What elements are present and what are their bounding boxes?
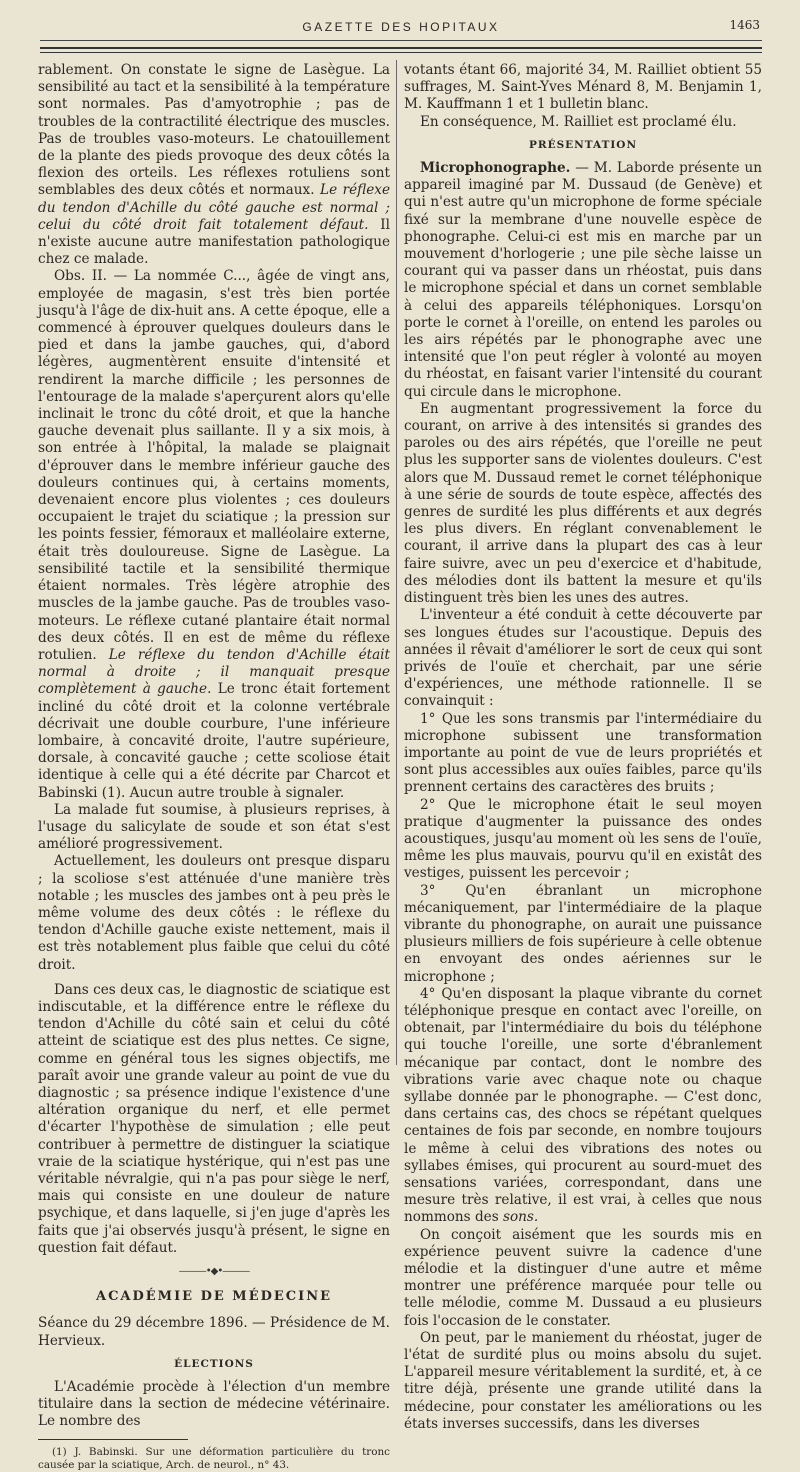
ornament-divider: ———•◆•———	[178, 1266, 250, 1278]
page-header	[40, 18, 762, 41]
subheading-presentation: PRÉSENTATION	[528, 138, 638, 151]
paragraph: Dans ces deux cas, le diagnostic de sciatique est indiscutable, et la différence entre le réflexe du tendon d'Achille du côté sain et celui du côté atteint de sciatique est des plus nettes. Ce signe, comme en général tous les signes objectifs, me paraît avoir une grande valeur au point de vue du diagnostic ; sa présence indique l'existence d'une altération organique du nerf, et elle permet d'écarter l'hypothèse de simulation ; elle peut contribuer à permettre de distinguer la sciatique vraie de la sciatique hystérique, qui n'est pas une véritable névralgie, qui n'a pas pour siège le nerf, mais qui consiste en une douleur de nature psychique, et dans laquelle, si j'en juge d'après les faits que j'ai observés jusqu'à présent, le signe en question fait défaut.	[38, 981, 390, 1256]
header-rule-thick	[40, 47, 762, 49]
paragraph: En augmentant progressivement la force du courant, on arrive à des intensités si grandes des paroles ou des airs répétés, que l'oreille ne peut plus les supporter sans de violentes douleurs. C'est alors que M. Dussaud remet le cornet téléphonique à une série de sourds de toute espèce, affectés des genres de surdité les plus différents et aux degrés les plus divers. En réglant convenablement le courant, il arrive dans la plupart des cas à leur faire suivre, avec un peu d'exercice et d'habitude, des mélodies dont ils battent la mesure et qu'ils distinguent très bien les unes des autres.	[404, 400, 762, 607]
journal-title: GAZETTE DES HOPITAUX	[302, 20, 500, 34]
paragraph: La malade fut soumise, à plusieurs reprises, à l'usage du salicylate de soude et son état s'est amélioré progressivement.	[38, 801, 390, 853]
column-divider	[396, 60, 397, 1065]
paragraph: L'inventeur a été conduit à cette découverte par ses longues études sur l'acoustique. Depuis des années il rêvait d'améliorer le sort de ceux qui sont privés de l'ouïe et cherchait, par une série d'expériences, une méthode rationnelle. Il se convainquit :	[404, 607, 762, 710]
section-heading: ACADÉMIE DE MÉDECINE	[95, 1289, 332, 1305]
paragraph: Actuellement, les douleurs ont presque disparu ; la scoliose s'est atténuée d'une manière très notable ; les muscles des jambes ont à peu près le même volume des deux côtés : le réflexe du tendon d'Achille gauche existe nettement, mais il est très notablement plus faible que celui du côté droit.	[38, 853, 390, 973]
paragraph: En conséquence, M. Railliet est proclamé élu.	[420, 113, 737, 130]
paragraph: L'Académie procède à l'élection d'un membre titulaire dans la section de médecine vétérinaire. Le nombre des	[38, 1379, 390, 1430]
right-column	[404, 62, 762, 1433]
footnote: (1) J. Babinski. Sur une déformation particulière du tronc causée par la sciatique, Arch. de neurol., n° 43.	[38, 1445, 390, 1471]
header-rule-thin	[40, 52, 762, 53]
left-column	[38, 62, 390, 1472]
footnote-rule	[38, 1439, 188, 1440]
paragraph: rablement. On constate le signe de Lasègue. La sensibilité au tact et la sensibilité à la température sont normales. Pas d'amyotrophie ; pas de troubles de la contractilité électrique des muscles. Pas de troubles vaso-moteurs. Le chatouillement de la plante des pieds provoque des deux côtés la flexion des orteils. Les réflexes rotuliens sont semblables des deux côtés et normaux. Le réflexe du tendon d'Achille du côté gauche est normal ; celui du côté droit fait totalement défaut. Il n'existe aucune autre manifestation pathologique chez ce malade.	[38, 62, 390, 268]
paragraph: 1° Que les sons transmis par l'intermédiaire du microphone subissent une transformation importante au point de vue de leurs propriétés et sont plus accessibles aux ouïes faibles, parce qu'ils prennent certains des caractères des bruits ;	[404, 710, 762, 796]
paragraph: On peut, par le maniement du rhéostat, juger de l'état de surdité plus ou moins absolu du sujet. L'appareil mesure véritablement la surdité, et, à ce titre déjà, présente une grande utilité dans la médecine, pour constater les améliorations ou les états inverses successifs, dans les diverses	[404, 1329, 762, 1432]
paragraph: Obs. II. — La nommée C..., âgée de vingt ans, employée de magasin, s'est très bien portée jusqu'à l'âge de dix-huit ans. A cette époque, elle a commencé à éprouver quelques douleurs dans le pied et dans la jambe gauches, qui, d'abord légères, augmentèrent ensuite d'intensité et rendirent la marche difficile ; les personnes de l'entourage de la malade s'aperçurent alors qu'elle inclinait le tronc du côté droit, et que la hanche gauche devenait plus saillante. Il y a six mois, à son entrée à l'hôpital, la malade se plaignait d'éprouver dans le membre inférieur gauche des douleurs continues qui, à certains moments, devenaient encore plus violentes ; ces douleurs occupaient le trajet du sciatique ; la pression sur les points fessier, fémoraux et malléolaire externe, était très douloureuse. Signe de Lasègue. La sensibilité tactile et la sensibilité thermique étaient normales. Très légère atrophie des muscles de la jambe gauche. Pas de troubles vaso-moteurs. Le réflexe cutané plantaire était normal des deux côtés. Il en est de même du réflexe rotulien. Le réflexe du tendon d'Achille était normal à droite ; il manquait presque complètement à gauche. Le tronc était fortement incliné du côté droit et la colonne vertébrale décrivait une double courbure, l'une inférieure lombaire, à concavité droite, l'autre supérieure, dorsale, à concavité gauche ; cette scoliose était identique à celle qui a été décrite par Charcot et Babinski (1). Aucun autre trouble à signaler.	[38, 268, 390, 801]
paragraph: 4° Qu'en disposant la plaque vibrante du cornet téléphonique presque en contact avec l'oreille, on obtenait, par l'intermédiaire du bois du téléphone qui touche l'oreille, une sorte d'ébranlement mécanique par contact, dont le nombre des vibrations varie avec chaque note ou chaque syllabe donnée par le phonographe. — C'est donc, dans certains cas, des chocs se répétant quelques centaines de fois par seconde, en nombre toujours le même à celui des vibrations des notes ou syllabes émises, qui procurent au sourd-muet des sensations variées, correspondant, dans une mesure très relative, il est vrai, à celles que nous nommons des sons.	[404, 985, 762, 1226]
paragraph: 2° Que le microphone était le seul moyen pratique d'augmenter la puissance des ondes acoustiques, jusqu'au moment où les sens de l'ouïe, même les plus mauvais, pourvu qu'il en existât des vestiges, puissent les percevoir ;	[404, 796, 762, 882]
article-lead: Microphonographe.	[420, 160, 571, 177]
paragraph: Microphonographe. — M. Laborde présente un appareil imaginé par M. Dussaud (de Genève) et qui n'est autre qu'un microphone de forme spéciale fixé sur la membrane d'une nouvelle espèce de phonographe. Celui-ci est mis en marche par un mouvement d'horlogerie ; une pile sèche laisse un courant qui va passer dans un rhéostat, puis dans le microphone spécial et dans un cornet semblable à celui des appareils téléphoniques. Lorsqu'on porte le cornet à l'oreille, on entend les paroles ou les airs répétés par le phonographe avec une intensité que l'on peut régler à volonté au moyen du rhéostat, en faisant varier l'intensité du courant qui circule dans le microphone.	[404, 160, 762, 400]
paragraph: 3° Qu'en ébranlant un microphone mécaniquement, par l'intermédiaire de la plaque vibrante du phonographe, on aurait une puissance plusieurs milliers de fois supérieure à celle obtenue en envoyant des ondes aériennes sur le microphone ;	[404, 882, 762, 985]
subheading-elections: ÉLECTIONS	[174, 1357, 254, 1370]
paragraph: On conçoit aisément que les sourds mis en expérience peuvent suivre la cadence d'une mélodie et la distinguer d'une autre et même montrer une préférence marquée pour telle ou telle mélodie, comme M. Dussaud a eu plusieurs fois l'occasion de le constater.	[404, 1226, 762, 1329]
session-line: Séance du 29 décembre 1896. — Présidence de M. Hervieux.	[38, 1315, 390, 1349]
page-number: 1463	[729, 18, 760, 32]
paragraph: votants étant 66, majorité 34, M. Railliet obtient 55 suffrages, M. Saint-Yves Ménard 8, M. Benjamin 1, M. Kauffmann 1 et 1 bulletin blanc.	[404, 62, 762, 113]
